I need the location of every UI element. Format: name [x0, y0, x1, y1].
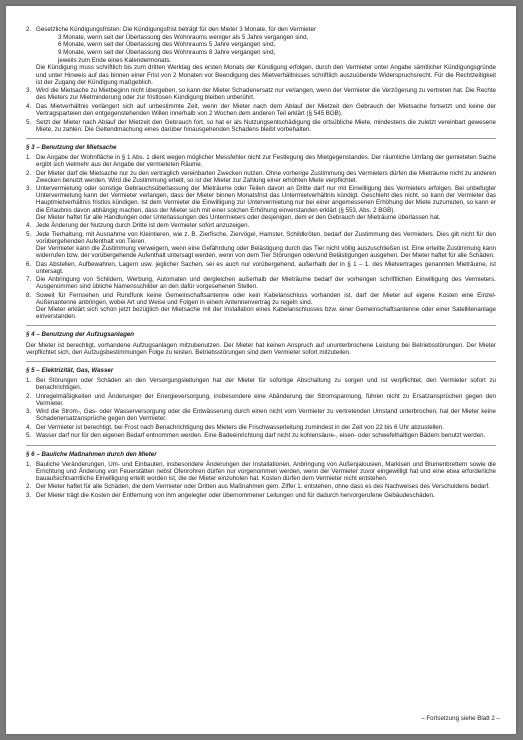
item-text: Wird die Strom-, Gas- oder Wasserversorgung oder die Entwässerung durch einen nicht vom Vermieter zu vertretenden Umstand unterbrochen, hat der Mieter keine Schadenersatzansprüche gegen den Vermieter. [36, 408, 496, 423]
s5-item-5 [26, 432, 496, 439]
s3-item-4 [26, 222, 496, 229]
s6-item-2 [26, 483, 496, 490]
item-number: 2. [26, 483, 32, 491]
notice-period-line: jeweils zum Ende eines Kalendermonats. [58, 56, 172, 64]
item-number: 3. [26, 492, 32, 500]
notice-period-line: 3 Monate, wenn seit der Überlassung des Wohnraums weniger als 5 Jahre vergangen sind, [58, 33, 309, 41]
item-number: 6. [26, 260, 32, 268]
item-number: 4. [26, 222, 32, 230]
item-number: 1. [26, 460, 32, 468]
item-number: 8. [26, 292, 32, 300]
document-page [6, 6, 516, 734]
item-number: 3. [26, 408, 32, 416]
s3-item-3 [26, 185, 496, 220]
notice-period-line: 6 Monate, wenn seit der Überlassung des Wohnraums 5 Jahre vergangen sind, [58, 41, 276, 49]
section-heading: § 6 – Bauliche Maßnahmen durch den Mieter [26, 450, 157, 458]
item-text: Das Abstellen, Aufbewahren, Lagern usw. jeglicher Sachen, sei es auch nur vorübergehend, außerhalb der in § 1 – 1. des Mietvertrages genannten Mieträume, ist untersagt. [36, 260, 496, 275]
s3-item-1 [26, 154, 496, 168]
item-number: 2. [26, 392, 32, 400]
section-heading: § 5 – Elektrizität, Gas, Wasser [26, 366, 114, 374]
item-text: Das Mietverhältnis verlängert sich auf unbestimmte Zeit, wenn der Mieter nach dem Ablauf der Mietzeit den Gebrauch der Mietsache fortsetzt und keine der Vertragsparteien den entgegenstehenden Willen innerhalb von 2 Wochen dem anderen Teil erklärt (§ 545 BGB). [36, 102, 496, 117]
item-number: 1. [26, 376, 32, 384]
item-number: 5. [26, 432, 32, 440]
s2-item-3 [26, 87, 496, 101]
item-number: 2. [26, 26, 32, 33]
item-text: Der Mieter trägt die Kosten der Entfernung von ihm angelegter oder übernommener Leitungen und für dadurch hervorgerufene Gebäudeschäden. [36, 492, 435, 500]
item-text: Gesetzliche Kündigungsfristen: Die Kündigungsfrist beträgt für den Mieter 3 Monate, für den Vermieter [36, 26, 316, 33]
item-text: Untervermietung oder sonstige Gebrauchsüberlassung der Mieträume oder Teilen davon an Dritte darf nur mit Einwilligung des Vermieters erfolgen. Bei unbefugter Untervermietung kann der Vermieter verlangen, dass der Mieter binnen Monatsfrist das Untermietverhältnis kündigt. Geschieht dies nicht, so kann der Vermieter das Hauptmietverhältnis fristlos kündigen. Ist dem Vermieter die Einwilligung zur Untervermietung nur bei einer angemessenen Erhöhung der Miete zuzumuten, so kann er die Erlaubnis davon abhängig machen, dass der Mieter sich mit einer solchen Erhöhung einverstanden erklärt (§ 553, Abs. 2 BGB). [36, 185, 496, 214]
section-divider [26, 138, 496, 139]
item-number: 5. [26, 230, 32, 238]
item-paragraph: Der Mieter haftet für alle Handlungen oder Unterlassungen des Untermieters oder desjenigen, dem er den Gebrauch der Mieträume überlassen hat. [36, 213, 441, 221]
item-text: Bauliche Veränderungen, Um- und Einbauten, insbesondere Änderungen der Installationen, Anbringung von Außenjalousien, Markisen und Blumenbrettern sowie die Errichtung und Änderung von Feuerstätten nebst Ofenrohren dürfen nur vorgenommen werden, wenn der Vermieter zuvor eingewilligt hat und eine etwa erforderliche bauaufsichtsamtliche Einwilligung erteilt worden ist, die der Mieter einzuholen hat. Kosten dürfen dem Vermieter nicht entstehen. [36, 460, 496, 482]
item-paragraph: Der Vermieter kann die Zustimmung verweigern, wenn eine Gefährdung oder Belästigung durch das Tier nicht völlig auszuschließen ist. Eine erteilte Zustimmung kann widerrufen bzw. der vorübergehende Aufenthalt untersagt werden, wenn von dem Tier Störungen oder/und Belästigungen ausgehen. Der Mieter haftet für alle Schäden. [36, 245, 496, 260]
s2-item-5 [26, 119, 496, 133]
s2-item-2 [26, 26, 496, 86]
s3-item-2 [26, 170, 496, 184]
continuation-note: – Fortsetzung siehe Blatt 2 – [421, 715, 500, 722]
item-text: Der Mieter darf die Mietsache nur zu den vertraglich vereinbarten Zwecken nutzen. Ohne vorherige Zustimmung des Vermieters dürfen die Mieträume nicht zu anderen Zwecken benutzt werden. Wird die Zustimmung erteilt, so ist der Mieter zur Zahlung einer erhöhten Miete verpflichtet. [36, 169, 496, 184]
item-text: Der Mieter haftet für alle Schäden, die dem Vermieter oder Dritten aus Maßnahmen gem. Ziffer 1. entstehen, ohne dass es des Nachweises des Verschuldens bedarf. [36, 483, 490, 491]
s6-item-1 [26, 461, 496, 482]
s5-item-1 [26, 377, 496, 391]
section-text: Der Mieter ist berechtigt, vorhandene Aufzugsanlagen mitzubenutzen. Der Mieter hat keinen Anspruch auf ununterbrochene Leistung bei Betriebsstörungen. Der Mieter verpflichtet sich, den Aufzugsbestimmungen Folge zu leisten. Betriebsstörungen sind dem Vermieter sofort mitzuteilen. [26, 341, 496, 356]
document-body [26, 26, 496, 501]
s3-item-8 [26, 292, 496, 320]
item-number: 3. [26, 185, 32, 193]
item-text: Die Anbringung von Schildern, Werbung, Automaten und dergleichen außerhalb der Mieträume bedarf der vorherigen schriftlichen Einwilligung des Vermieters. Ausgenommen sind übliche Namensschilder an den dafür vorgesehenen Stellen. [36, 276, 496, 291]
notice-period-line: 9 Monate, wenn seit der Überlassung des Wohnraums 8 Jahre vergangen sind, [58, 49, 276, 57]
section-divider [26, 361, 496, 362]
item-text: Setzt der Mieter nach Ablauf der Mietzeit den Gebrauch fort, so hat er als Nutzungsentschädigung die ortsübliche Miete, mindestens die zuletzt vereinbart gewesene Miete, zu zahlen. Die Geltendmachung eines darüber hinausgehenden Schadens bleibt vorbehalten. [36, 118, 496, 133]
item-text: Wird die Mietsache zu Mietbeginn nicht übergeben, so kann der Mieter Schadenersatz nur verlangen, wenn der Vermieter die Verzögerung zu vertreten hat. Die Rechte des Mieters zur Mietminderung oder zur fristlosen Kündigung bleiben unberührt. [36, 87, 496, 102]
s5-item-4 [26, 424, 496, 431]
item-text: Soweit für Fernsehen und Rundfunk keine Gemeinschaftsantenne oder kein Kabelanschluss vorhanden ist, darf der Mieter auf eigene Kosten eine Einzel-Außenantenne anbringen, wobei Art und Weise und Folgen in einem Antennenvertrag zu regeln sind. [36, 292, 496, 307]
item-text: Der Vermieter ist berechtigt, bei Frost nach Benachrichtigung des Mieters die Frischwasserleitung zumindest in der Zeit von 22 bis 6 Uhr abzustellen. [36, 423, 444, 431]
item-number: 2. [26, 169, 32, 177]
s5-item-3 [26, 408, 496, 422]
item-text: Jede Änderung der Nutzung durch Dritte ist dem Vermieter sofort anzuzeigen. [36, 222, 250, 230]
section-heading: § 3 – Benutzung der Mietsache [26, 143, 117, 151]
item-number: 4. [26, 423, 32, 431]
item-text: Wasser darf nur für den eigenen Bedarf entnommen werden. Eine Badeeinrichtung darf nicht zu kohlensäure-, eisen- oder schwefelhaltigen Bädern benutzt werden. [36, 432, 486, 440]
item-text: Die Angabe der Wohnfläche in § 1 Abs. 1 dient wegen möglicher Messfehler nicht zur Festlegung des Mietgegenstandes. Der räumliche Umfang der gemieteten Sache ergibt sich vielmehr aus der Angabe der vermieteten Räume. [36, 153, 496, 168]
s5-item-2 [26, 393, 496, 407]
item-text: Jede Tierhaltung, mit Ausnahme von Kleintieren, wie z. B. Zierfische, Ziervögel, Hamster, Schildkröten, bedarf der Zustimmung des Vermieters. Dies gilt nicht für den vorübergehenden Aufenthalt von Tieren. [36, 230, 496, 245]
item-text: Bei Störungen oder Schäden an den Versorgungsleitungen hat der Mieter für sofortige Abschaltung zu sorgen und ist verpflichtet, den Vermieter sofort zu benachrichtigen. [36, 376, 496, 391]
s2-item-4 [26, 103, 496, 117]
s6-item-3 [26, 492, 496, 499]
s3-item-7 [26, 276, 496, 290]
item-text: Unregelmäßigkeiten und Änderungen der Energieversorgung, insbesondere eine Abänderung der Stromspannung, führen nicht zu Ersatzansprüchen gegen den Vermieter. [36, 392, 496, 407]
section-divider [26, 325, 496, 326]
section-divider [26, 445, 496, 446]
section-heading: § 4 – Benutzung der Aufzugsanlagen [26, 331, 135, 339]
item-paragraph: Die Kündigung muss schriftlich bis zum dritten Werktag des ersten Monats der Kündigung erfolgen, durch den Vermieter unter Angabe sämtlicher Kündigungsgründe und unter Hinweis auf das binnen einer Frist von 2 Monaten vor Beendigung des Mietverhältnisses schriftlich auszuübende Widerspruchsrecht. Für die Rechtzeitigkeit ist der Zugang der Kündigung maßgeblich. [36, 64, 496, 86]
item-number: 7. [26, 276, 32, 284]
item-number: 1. [26, 153, 32, 161]
item-number: 3. [26, 87, 32, 95]
item-number: 5. [26, 118, 32, 126]
item-paragraph: Der Mieter erklärt sich schon jetzt bezüglich der Mietsache mit der Installation eines Kabelanschlusses bzw. einer Gemeinschaftsantenne oder einer Satellitenanlage einverstanden. [36, 306, 496, 321]
s3-item-5 [26, 231, 496, 259]
item-number: 4. [26, 102, 32, 110]
s3-item-6 [26, 261, 496, 275]
